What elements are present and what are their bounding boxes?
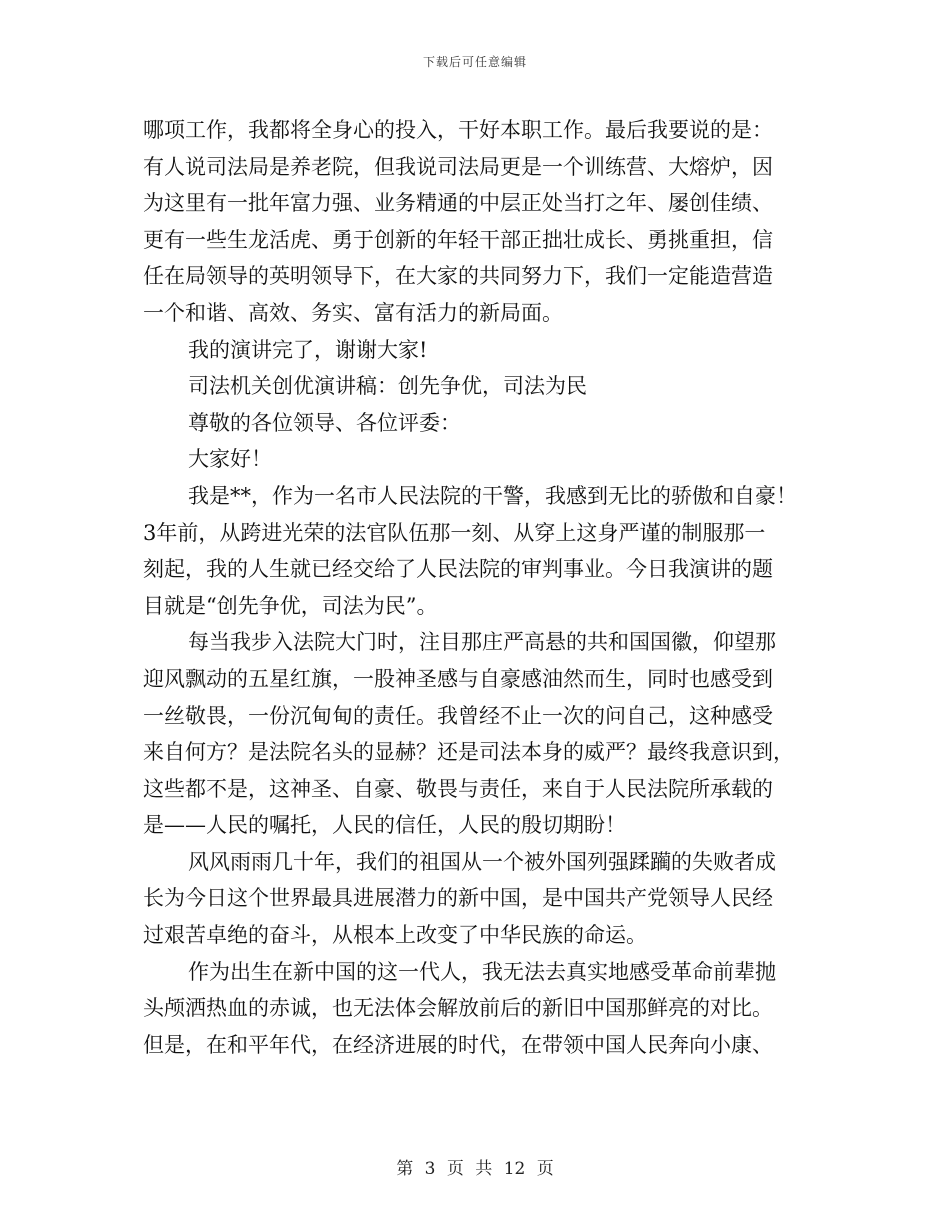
text-line: 3年前，从跨进光荣的法官队伍那一刻、从穿上这身严谨的制服那一 bbox=[143, 520, 766, 545]
text-line: 更有一些生龙活虎、勇于创新的年轻干部正拙壮成长、勇挑重担，信 bbox=[143, 227, 773, 252]
text-line: 每当我步入法院大门时，注目那庄严高悬的共和国国徽，仰望那 bbox=[188, 630, 776, 655]
text-line: 风风雨雨几十年，我们的祖国从一个被外国列强蹂躏的失败者成 bbox=[188, 849, 776, 874]
text-line: 迎风飘动的五星红旗，一股神圣感与自豪感油然而生，同时也感受到 bbox=[143, 666, 773, 691]
text-line: 任在局领导的英明领导下，在大家的共同努力下，我们一定能造营造 bbox=[143, 264, 773, 289]
text-line: 头颅洒热血的赤诚，也无法体会解放前后的新旧中国那鲜亮的对比。 bbox=[143, 996, 773, 1021]
text-line: 为这里有一批年富力强、业务精通的中层正处当打之年、屡创佳绩、 bbox=[143, 191, 773, 216]
document-body bbox=[143, 112, 813, 1063]
text-line: 我是**，作为一名市人民法院的干警，我感到无比的骄傲和自豪！ bbox=[188, 483, 797, 508]
text-line: 司法机关创优演讲稿：创先争优，司法为民 bbox=[188, 374, 587, 399]
page-header: 下载后可任意编辑 bbox=[422, 55, 527, 69]
text-line: 一丝敬畏，一份沉甸甸的责任。我曾经不止一次的问自己，这种感受 bbox=[143, 703, 773, 728]
text-line: 作为出生在新中国的这一代人，我无法去真实地感受革命前辈抛 bbox=[188, 959, 776, 984]
text-line: 是——人民的嘱托，人民的信任，人民的殷切期盼！ bbox=[143, 813, 626, 838]
text-line: 但是，在和平年代，在经济进展的时代，在带领中国人民奔向小康、 bbox=[143, 1032, 773, 1057]
text-line: 过艰苦卓绝的奋斗，从根本上改变了中华民族的命运。 bbox=[143, 923, 647, 948]
text-line: 我的演讲完了，谢谢大家! bbox=[188, 337, 428, 362]
text-line: 刻起，我的人生就已经交给了人民法院的审判事业。今日我演讲的题 bbox=[143, 557, 773, 582]
text-line: 有人说司法局是养老院，但我说司法局更是一个训练营、大熔炉，因 bbox=[143, 154, 773, 179]
page-number-footer: 第 3 页 共 12 页 bbox=[396, 1159, 554, 1179]
text-line: 目就是“创先争优，司法为民”。 bbox=[143, 593, 438, 618]
text-line: 哪项工作，我都将全身心的投入，干好本职工作。最后我要说的是： bbox=[143, 118, 773, 142]
text-line: 这些都不是，这神圣、自豪、敬畏与责任，来自于人民法院所承载的 bbox=[143, 776, 773, 801]
text-line: 长为今日这个世界最具进展潜力的新中国，是中国共产党领导人民经 bbox=[143, 886, 773, 911]
text-line: 一个和谐、高效、务实、富有活力的新局面。 bbox=[143, 300, 563, 325]
text-line: 大家好！ bbox=[188, 447, 272, 472]
text-line: 尊敬的各位领导、各位评委： bbox=[188, 410, 461, 435]
text-line: 来自何方？是法院名头的显赫？还是司法本身的威严？最终我意识到， bbox=[143, 740, 794, 765]
